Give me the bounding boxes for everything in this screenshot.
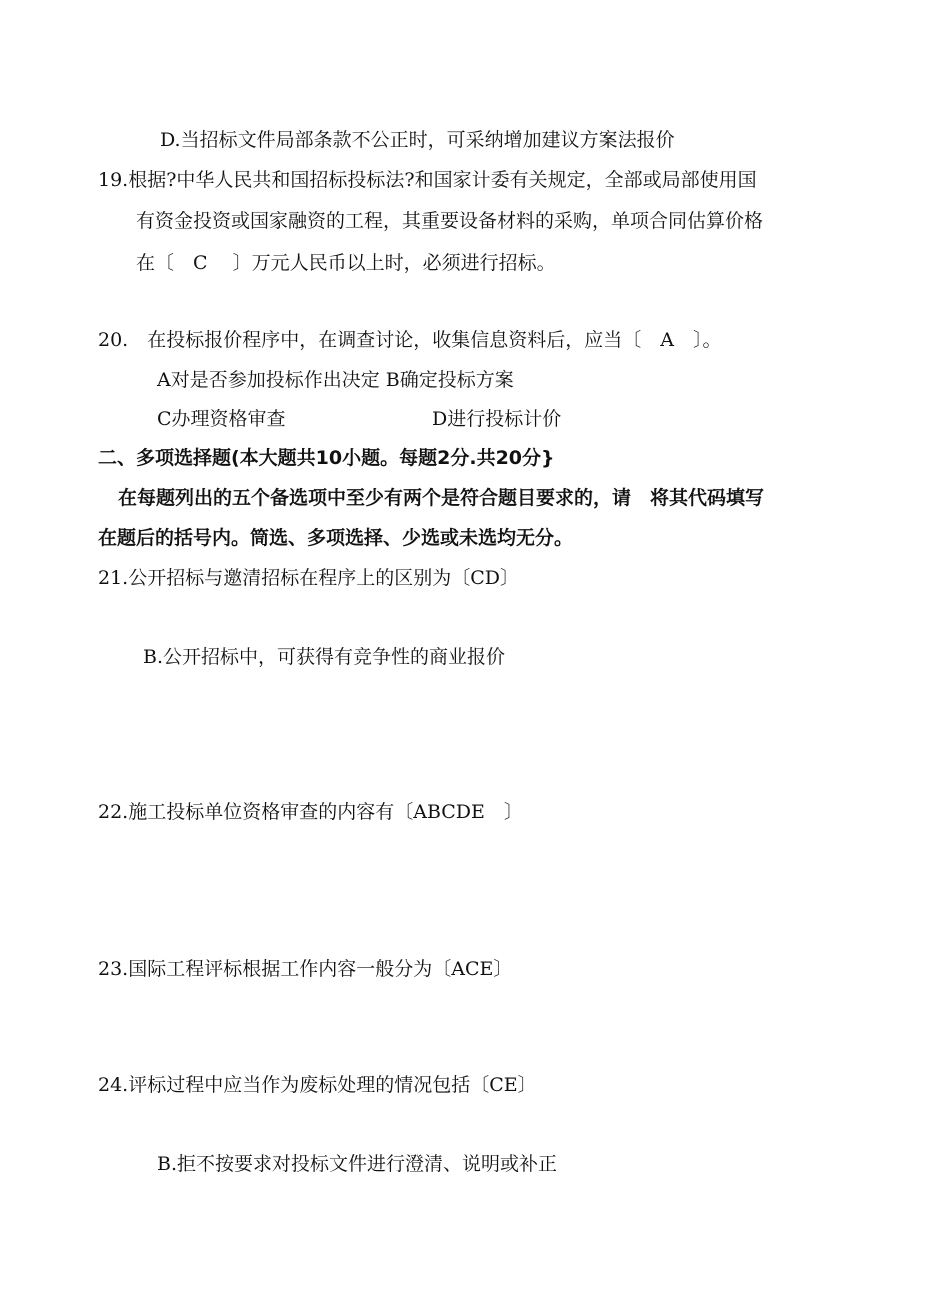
question-23: 23.国际工程评标根据工作内容一般分为〔ACE〕 bbox=[98, 958, 513, 980]
question-20-option-d: D进行投标计价 bbox=[432, 408, 562, 430]
question-21: 21.公开招标与邀清招标在程序上的区别为〔CD〕 bbox=[98, 567, 519, 589]
section-2-instruction-line-1: 在每题列出的五个备选项中至少有两个是符合题目要求的，请 将其代码填写 bbox=[118, 487, 765, 509]
question-19-line-2: 有资金投资或国家融资的工程，其重要设备材料的采购，单项合同估算价格 bbox=[136, 210, 764, 232]
question-22: 22.施工投标单位资格审查的内容有〔ABCDE 〕 bbox=[98, 801, 523, 823]
section-2-title: 二、多项选择题(本大题共10小题。每题2分.共20分} bbox=[98, 447, 555, 469]
section-2-instruction-line-2: 在题后的括号内。筒选、多项选择、少选或未选均无分。 bbox=[98, 527, 574, 549]
question-20-options-ab: A对是否参加投标作出决定 B确定投标方案 bbox=[157, 369, 514, 391]
question-19-line-3: 在〔 C 〕万元人民币以上时，必须进行招标。 bbox=[136, 252, 556, 274]
question-24-option-b: B.拒不按要求对投标文件进行澄清、说明或补正 bbox=[157, 1153, 558, 1175]
question-20: 20. 在投标报价程序中，在调查讨论，收集信息资料后，应当〔 A 〕。 bbox=[98, 329, 722, 351]
question-19-line-1: 19.根据?中华人民共和国招标投标法?和国家计委有关规定，全部或局部使用国 bbox=[98, 169, 757, 191]
question-20-option-c: C办理资格审查 bbox=[157, 408, 286, 430]
question-18-option-d: D.当招标文件局部条款不公正时，可采纳增加建议方案法报价 bbox=[160, 129, 675, 151]
question-24: 24.评标过程中应当作为废标处理的情况包括〔CE〕 bbox=[98, 1074, 537, 1096]
question-21-option-b: B.公开招标中，可获得有竞争性的商业报价 bbox=[143, 646, 506, 668]
